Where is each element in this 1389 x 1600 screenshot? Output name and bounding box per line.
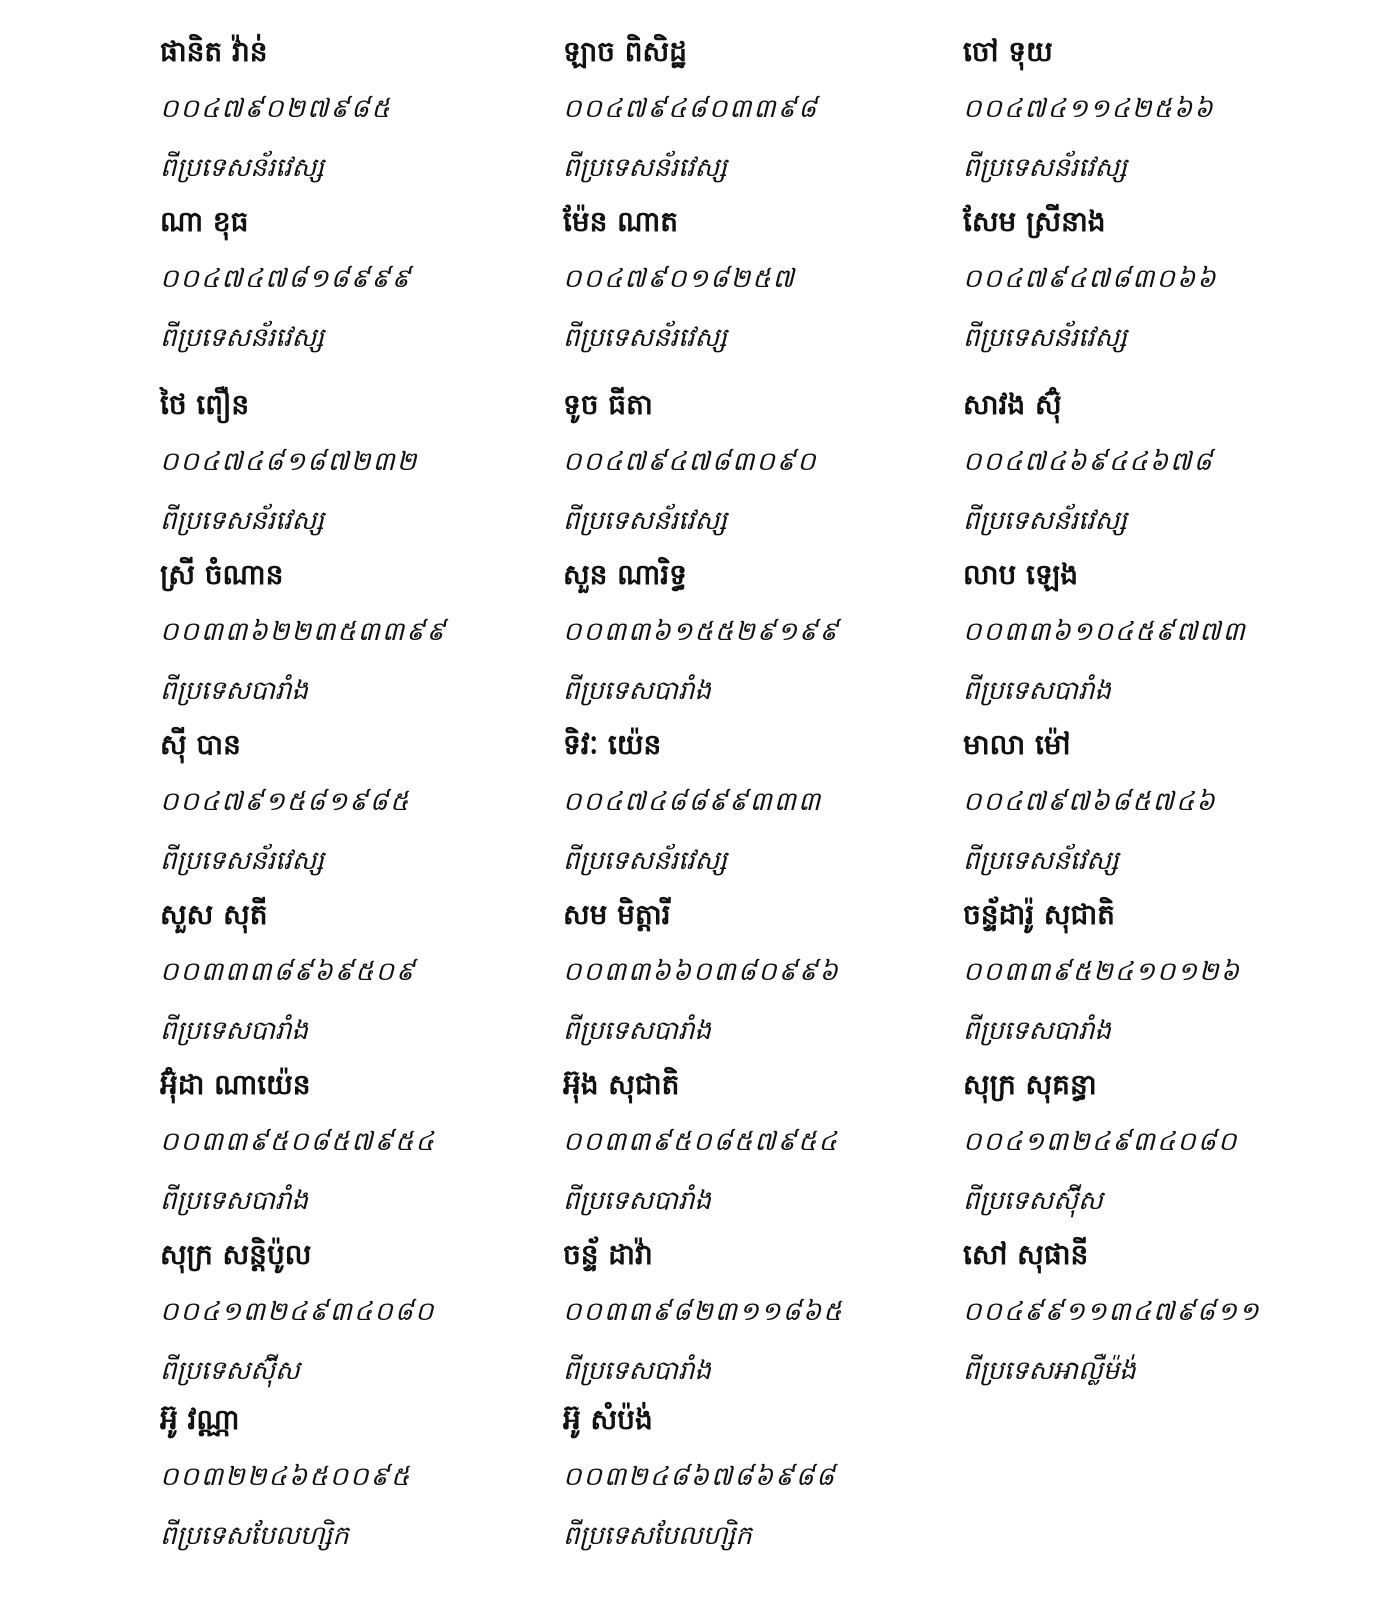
contact-entry <box>563 1400 953 1556</box>
contact-phone: ០០៣៣៩៥២៤១០១២៦ <box>963 957 1242 987</box>
contact-name: ម៉ែន ណាត <box>563 205 679 238</box>
contact-phone: ០០៣៣៦១០៤៥៩៧៧៣ <box>963 617 1247 647</box>
contact-name: សុក្រ សន្តិប៉ូល <box>160 1238 312 1271</box>
contact-origin: ពីប្រទេសបារាំង <box>160 1016 309 1046</box>
contact-name: ចៅ ទុយ <box>963 35 1053 68</box>
contact-phone: ០០៣២៤៨៦៧៨៦៩៨៨ <box>563 1462 837 1492</box>
contact-name: ចន្ទ័ ដាវ៉ា <box>563 1238 653 1271</box>
contact-entry <box>160 1065 550 1221</box>
contact-entry <box>160 385 550 541</box>
contact-entry <box>963 1235 1353 1391</box>
contact-origin: ពីប្រទេសន័រវេស្ស <box>563 323 728 353</box>
contact-entry <box>563 1235 953 1391</box>
contact-origin: ពីប្រទេសស៊ុីស <box>963 1186 1103 1216</box>
contact-name: សម មិត្តារី <box>563 898 671 931</box>
contact-entry <box>963 202 1353 358</box>
contact-phone: ០០៤៧៩១៥៨១៩៨៥ <box>160 787 411 817</box>
contact-entry <box>563 385 953 541</box>
contact-name: សែម ស្រីនាង <box>963 205 1106 238</box>
contact-name: សៅ សុផានី <box>963 1238 1089 1271</box>
contact-name: ទូច ធីតា <box>563 388 653 421</box>
contact-name: ស្រី ចំណាន <box>160 558 284 591</box>
contact-origin: ពីប្រទេសបារាំង <box>160 676 309 706</box>
contact-name: ស៊ី បាន <box>160 728 241 761</box>
contact-entry <box>963 555 1353 711</box>
contact-name: ផានិត វ៉ាន់ <box>160 35 268 68</box>
contact-origin: ពីប្រទេសន័រវេស្ស <box>963 323 1128 353</box>
contact-phone: ០០៤៧៩៤៧៨៣០៦៦ <box>963 264 1218 294</box>
contact-phone: ០០៣៣៩៨២៣១១៨៦៥ <box>563 1297 844 1327</box>
contact-entry <box>963 1065 1353 1221</box>
contact-name: ឡាច ពិសិដ្ឋ <box>563 35 687 68</box>
contact-phone: ០០៤៧៤៨៨៩៩៣៣៣ <box>563 787 823 817</box>
contact-origin: ពីប្រទេសន័រវេស្ស <box>160 846 325 876</box>
contact-entry <box>160 725 550 881</box>
contact-entry <box>963 385 1353 541</box>
contact-name: សុក្រ សុគន្ធា <box>963 1068 1097 1101</box>
contact-entry <box>160 895 550 1051</box>
contact-phone: ០០៤៩៩១១៣៤៧៩៨១១ <box>963 1297 1261 1327</box>
contact-phone: ០០៤១៣២៤៩៣៤០៨០ <box>963 1127 1239 1157</box>
contact-origin: ពីប្រទេសន័រវេស្ស <box>563 506 728 536</box>
contact-name: ទិវៈ យ៉េន <box>563 728 662 761</box>
contact-entry <box>563 555 953 711</box>
contact-origin: ពីប្រទេសន័រវេស្ស <box>160 323 325 353</box>
contact-phone: ០០៤៧៩០២៧៩៨៥ <box>160 94 392 124</box>
contact-origin: ពីប្រទេសន័រវេស្ស <box>963 506 1128 536</box>
contact-origin: ពីប្រទេសបែលហ្សិក <box>563 1521 752 1551</box>
contact-origin: ពីប្រទេសន័រវេស្ស <box>963 153 1128 183</box>
contact-phone: ០០៤៧៩៤៧៨៣០៩០ <box>563 447 818 477</box>
contact-phone: ០០៣៣៦២២៣៥៣៣៩៩ <box>160 617 447 647</box>
contact-origin: ពីប្រទេសស៊ុីស <box>160 1356 300 1386</box>
contact-origin: ពីប្រទេសន័រវេស្ស <box>160 153 325 183</box>
contact-name: អ៊ូ សំប៉ង់ <box>563 1403 653 1436</box>
contact-name: សួន ណារិទ្ធ <box>563 558 687 591</box>
contact-name: អ៊ូ វណ្ណា <box>160 1403 240 1436</box>
contact-name: ណា ខុធ <box>160 205 249 238</box>
contact-origin: ពីប្រទេសអាល្លឺម៉ង់ <box>963 1356 1136 1386</box>
contact-origin: ពីប្រទេសន័រវេស្ស <box>160 506 325 536</box>
contact-phone: ០០៤៧៤៧៨១៨៩៩៩ <box>160 264 413 294</box>
contact-phone: ០០៤៧៤៨១៨៧២៣២ <box>160 447 419 477</box>
contact-phone: ០០៤៧៩០១៨២៥៧ <box>563 264 796 294</box>
contact-entry <box>563 1065 953 1221</box>
contact-phone: ០០៤៧៩៧៦៨៥៧៤៦ <box>963 787 1217 817</box>
contact-name: សាវង ស៊ុំ <box>963 388 1062 421</box>
contact-name: ថៃ ពឿន <box>160 388 250 421</box>
contact-origin: ពីប្រទេសបារាំង <box>563 1356 712 1386</box>
contact-entry <box>160 32 550 188</box>
contact-origin: ពីប្រទេសន័រវេស្ស <box>563 846 728 876</box>
contact-name: អ៊ុង សុជាតិ <box>563 1068 680 1101</box>
contact-origin: ពីប្រទេសន័វេស្ស <box>963 846 1119 876</box>
contact-entry <box>563 32 953 188</box>
contact-origin: ពីប្រទេសបារាំង <box>563 1186 712 1216</box>
contact-origin: ពីប្រទេសបារាំង <box>563 1016 712 1046</box>
contact-entry <box>563 895 953 1051</box>
contact-phone: ០០៤៧៤១១៤២៥៦៦ <box>963 94 1215 124</box>
contact-entry <box>963 32 1353 188</box>
contact-phone: ០០៣៣៦១៥៥២៩១៩៩ <box>563 617 840 647</box>
contact-phone: ០០៤៧៩៤៨០៣៣៩៨ <box>563 94 819 124</box>
contact-name: លាប ឡេង <box>963 558 1079 591</box>
contact-origin: ពីប្រទេសបារាំង <box>563 676 712 706</box>
contact-origin: ពីប្រទេសបារាំង <box>963 1016 1112 1046</box>
contact-phone: ០០៤៧៤៦៩៤៤៦៧៨ <box>963 447 1214 477</box>
contact-entry <box>160 202 550 358</box>
contact-origin: ពីប្រទេសន័រវេស្ស <box>563 153 728 183</box>
contact-entry <box>963 725 1353 881</box>
contact-phone: ០០៣៣៩៥០៨៥៧៩៥៤ <box>563 1127 839 1157</box>
contact-name: ចន្ទ័ដារ៉ូ សុជាតិ <box>963 898 1115 931</box>
contact-origin: ពីប្រទេសបែលហ្សិក <box>160 1521 349 1551</box>
contact-origin: ពីប្រទេសបារាំង <box>963 676 1112 706</box>
contact-name: មាលា ម៉ៅ <box>963 728 1071 761</box>
contact-entry <box>160 1235 550 1391</box>
contact-entry <box>160 1400 550 1556</box>
contact-entry <box>963 895 1353 1051</box>
contact-phone: ០០៣៣៦៦០៣៨០៩៩៦ <box>563 957 840 987</box>
contact-phone: ០០៤១៣២៤៩៣៤០៨០ <box>160 1297 436 1327</box>
contact-entry <box>160 555 550 711</box>
contact-entry <box>563 725 953 881</box>
contact-name: អ៊ុំដា ណាយ៉េន <box>160 1068 311 1101</box>
contact-phone: ០០៣២២៤៦៥០០៩៥ <box>160 1462 412 1492</box>
contact-phone: ០០៣៣៣៨៩៦៩៥០៩ <box>160 957 417 987</box>
contact-entry <box>563 202 953 358</box>
contact-origin: ពីប្រទេសបារាំង <box>160 1186 309 1216</box>
contact-name: សួស សុតី <box>160 898 268 931</box>
contact-phone: ០០៣៣៩៥០៨៥៧៩៥៤ <box>160 1127 436 1157</box>
